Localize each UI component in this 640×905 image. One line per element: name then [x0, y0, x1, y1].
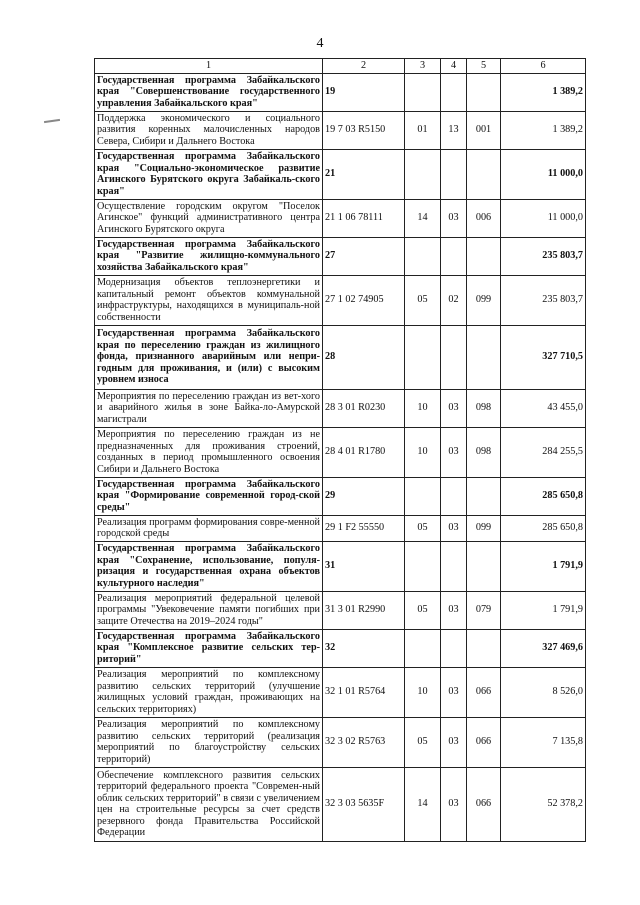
budget-table: [94, 58, 586, 842]
row-code-cell: 19: [323, 73, 405, 111]
row-section-cell: 05: [405, 515, 441, 541]
table-row: [95, 515, 586, 541]
row-amount-cell: 52 378,2: [501, 767, 586, 841]
scan-artifact: [44, 119, 60, 123]
row-department-cell: [467, 325, 501, 389]
program-row: [95, 149, 586, 199]
header-col-2: 2: [323, 59, 405, 74]
row-code-cell: 19 7 03 R5150: [323, 111, 405, 149]
row-section-cell: 14: [405, 199, 441, 237]
row-code-cell: 31: [323, 541, 405, 591]
row-amount-cell: 1 791,9: [501, 541, 586, 591]
row-section-cell: [405, 73, 441, 111]
row-code-cell: 21 1 06 78111: [323, 199, 405, 237]
row-section-cell: 10: [405, 667, 441, 717]
table-row: [95, 389, 586, 427]
header-col-1: 1: [95, 59, 323, 74]
table-row: [95, 767, 586, 841]
row-code-cell: 32: [323, 629, 405, 667]
row-name-cell: Государственная программа Забайкальского края по переселению граждан из жилищного фонда, признанного аварийным или непри-годным для проживания, и (или) с высоким уровнем износа: [95, 325, 323, 389]
row-subsection-cell: 03: [441, 667, 467, 717]
row-code-cell: 29 1 F2 55550: [323, 515, 405, 541]
row-subsection-cell: [441, 149, 467, 199]
row-name-cell: Обеспечение комплексного развития сельских территорий федерального проекта "Современ-ный облик сельских территорий" в связи с увеличением цен на строительные ресурсы за счет средств резервного фонда Правительства Российской Федерации: [95, 767, 323, 841]
row-subsection-cell: [441, 237, 467, 275]
row-department-cell: 079: [467, 591, 501, 629]
row-subsection-cell: [441, 477, 467, 515]
header-col-4: 4: [441, 59, 467, 74]
program-row: [95, 237, 586, 275]
row-subsection-cell: 03: [441, 515, 467, 541]
row-name-cell: Поддержка экономического и социального развития коренных малочисленных народов Севера, Сибири и Дальнего Востока: [95, 111, 323, 149]
row-code-cell: 28 3 01 R0230: [323, 389, 405, 427]
row-subsection-cell: [441, 325, 467, 389]
row-section-cell: 05: [405, 591, 441, 629]
row-amount-cell: 327 710,5: [501, 325, 586, 389]
row-department-cell: [467, 73, 501, 111]
row-name-cell: Государственная программа Забайкальского края "Формирование современной город-ской среды": [95, 477, 323, 515]
row-department-cell: 066: [467, 767, 501, 841]
program-row: [95, 477, 586, 515]
row-amount-cell: 1 389,2: [501, 73, 586, 111]
row-name-cell: Реализация мероприятий федеральной целевой программы "Увековечение памяти погибших при защите Отечества на 2019–2024 годы": [95, 591, 323, 629]
row-section-cell: [405, 629, 441, 667]
table-row: [95, 199, 586, 237]
table-row: [95, 427, 586, 477]
row-section-cell: 05: [405, 275, 441, 325]
row-amount-cell: 235 803,7: [501, 237, 586, 275]
row-code-cell: 32 3 03 5635F: [323, 767, 405, 841]
row-name-cell: Мероприятия по переселению граждан из не предназначенных для проживания строений, созданных в период промышленного освоения Сибири и Дальнего Востока: [95, 427, 323, 477]
row-department-cell: [467, 629, 501, 667]
row-name-cell: Мероприятия по переселению граждан из вет-хого и аварийного жилья в зоне Байка-ло-Амурской магистрали: [95, 389, 323, 427]
row-name-cell: Реализация программ формирования совре-менной городской среды: [95, 515, 323, 541]
table-row: [95, 591, 586, 629]
row-department-cell: 099: [467, 275, 501, 325]
row-section-cell: [405, 325, 441, 389]
row-code-cell: 28 4 01 R1780: [323, 427, 405, 477]
header-col-6: 6: [501, 59, 586, 74]
row-amount-cell: 327 469,6: [501, 629, 586, 667]
row-department-cell: [467, 477, 501, 515]
table-row: [95, 275, 586, 325]
row-subsection-cell: 13: [441, 111, 467, 149]
program-row: [95, 629, 586, 667]
row-subsection-cell: 03: [441, 717, 467, 767]
table-row: [95, 667, 586, 717]
row-section-cell: [405, 149, 441, 199]
row-section-cell: 10: [405, 427, 441, 477]
row-code-cell: 29: [323, 477, 405, 515]
row-amount-cell: 284 255,5: [501, 427, 586, 477]
page-number: 4: [316, 36, 324, 51]
row-amount-cell: 43 455,0: [501, 389, 586, 427]
row-name-cell: Реализация мероприятий по комплексному развитию сельских территорий (улучшение жилищных условий граждан, проживающих на сельских территориях): [95, 667, 323, 717]
row-department-cell: 006: [467, 199, 501, 237]
program-row: [95, 73, 586, 111]
row-department-cell: 066: [467, 717, 501, 767]
row-code-cell: 32 3 02 R5763: [323, 717, 405, 767]
row-code-cell: 21: [323, 149, 405, 199]
row-section-cell: 05: [405, 717, 441, 767]
row-amount-cell: 7 135,8: [501, 717, 586, 767]
row-name-cell: Осуществление городским округом "Поселок Агинское" функций административного центра Агинского Бурятского округа: [95, 199, 323, 237]
row-subsection-cell: 02: [441, 275, 467, 325]
row-code-cell: 32 1 01 R5764: [323, 667, 405, 717]
row-amount-cell: 285 650,8: [501, 477, 586, 515]
header-col-3: 3: [405, 59, 441, 74]
table-row: [95, 717, 586, 767]
row-section-cell: [405, 237, 441, 275]
table-row: [95, 111, 586, 149]
table-header-row: [95, 59, 586, 74]
row-amount-cell: 285 650,8: [501, 515, 586, 541]
program-row: [95, 325, 586, 389]
row-name-cell: Модернизация объектов теплоэнергетики и капитальный ремонт объектов коммунальной инфраструктуры, находящихся в муниципаль-ной собственности: [95, 275, 323, 325]
row-subsection-cell: [441, 541, 467, 591]
row-department-cell: 098: [467, 427, 501, 477]
row-department-cell: [467, 237, 501, 275]
row-department-cell: 066: [467, 667, 501, 717]
row-subsection-cell: 03: [441, 767, 467, 841]
row-section-cell: [405, 541, 441, 591]
row-subsection-cell: 03: [441, 389, 467, 427]
row-amount-cell: 8 526,0: [501, 667, 586, 717]
table-body: [95, 59, 586, 842]
row-section-cell: [405, 477, 441, 515]
row-subsection-cell: 03: [441, 427, 467, 477]
row-amount-cell: 11 000,0: [501, 149, 586, 199]
row-name-cell: Реализация мероприятий по комплексному развитию сельских территорий (реализация мероприятий по благоустройству сельских территорий): [95, 717, 323, 767]
row-code-cell: 27: [323, 237, 405, 275]
row-name-cell: Государственная программа Забайкальского края "Совершенствование государственного управления Забайкальского края": [95, 73, 323, 111]
row-name-cell: Государственная программа Забайкальского края "Социально-экономическое развитие Агинского Бурятского округа Забайкаль-ского края": [95, 149, 323, 199]
row-subsection-cell: [441, 73, 467, 111]
row-subsection-cell: 03: [441, 199, 467, 237]
row-code-cell: 28: [323, 325, 405, 389]
program-row: [95, 541, 586, 591]
row-code-cell: 27 1 02 74905: [323, 275, 405, 325]
row-code-cell: 31 3 01 R2990: [323, 591, 405, 629]
row-amount-cell: 235 803,7: [501, 275, 586, 325]
row-department-cell: [467, 541, 501, 591]
row-amount-cell: 1 791,9: [501, 591, 586, 629]
row-department-cell: 099: [467, 515, 501, 541]
row-section-cell: 01: [405, 111, 441, 149]
row-subsection-cell: [441, 629, 467, 667]
row-name-cell: Государственная программа Забайкальского края "Комплексное развитие сельских тер-риторий": [95, 629, 323, 667]
row-name-cell: Государственная программа Забайкальского края "Сохранение, использование, популя-ризация и государственная охрана объектов культурного наследия": [95, 541, 323, 591]
header-col-5: 5: [467, 59, 501, 74]
row-subsection-cell: 03: [441, 591, 467, 629]
row-amount-cell: 1 389,2: [501, 111, 586, 149]
row-section-cell: 14: [405, 767, 441, 841]
row-department-cell: [467, 149, 501, 199]
row-department-cell: 098: [467, 389, 501, 427]
row-department-cell: 001: [467, 111, 501, 149]
row-amount-cell: 11 000,0: [501, 199, 586, 237]
row-name-cell: Государственная программа Забайкальского края "Развитие жилищно-коммунального хозяйства Забайкальского края": [95, 237, 323, 275]
row-section-cell: 10: [405, 389, 441, 427]
